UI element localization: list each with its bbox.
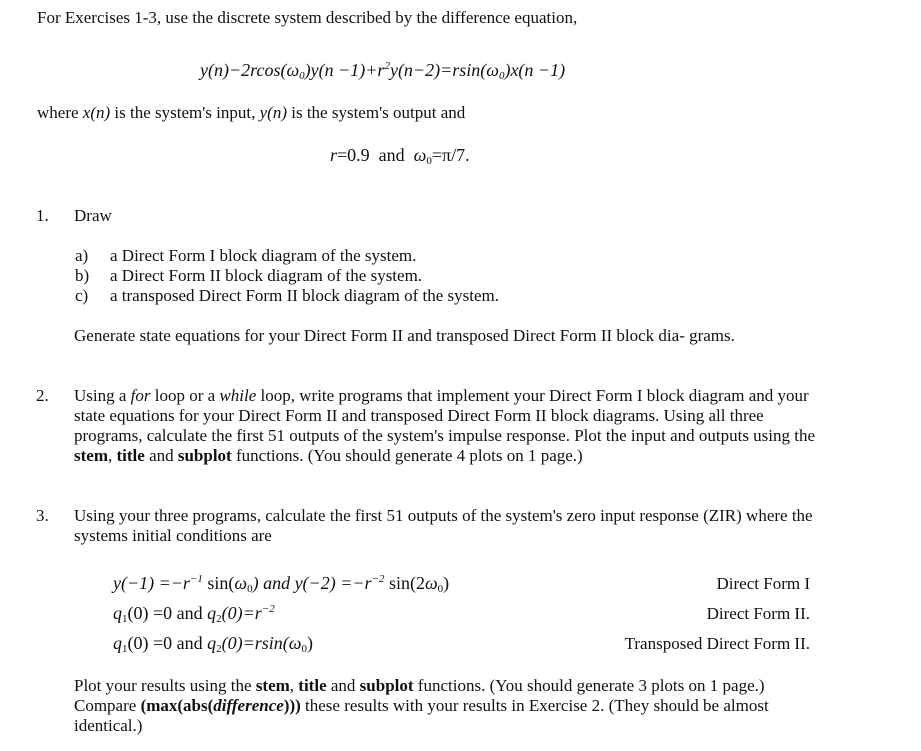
initial-condition-1: $y(-1) =-r^{-1}$ $\sin(\omega_0)$ and $y(-2) =-r^{-2}$ $\sin(2\omega_0)$ <box>113 573 450 595</box>
exercise-3-number: 3. <box>36 506 49 525</box>
initial-condition-2: $q_1(0) =0$ and $q_2(0)=r^{-2}$ <box>113 603 275 625</box>
exercise-2-number: 2. <box>36 386 49 405</box>
parameters-line: r=0.9 and $\omega_0=\pi/7$. <box>330 145 470 167</box>
exercise-1-number: 1. <box>36 206 49 225</box>
difference-equation: $y(n)-2rcos(\omega_0)y(n -1)+r^2y(n-2)=rsin(\omega_0)x(n -1)$ <box>200 60 566 82</box>
exercise-2-text: Using a for loop or a while loop, write programs that implement your Direct Form I block diagram and your state equations for your Direct Form II and transposed Direct Form II block diagrams. Using all three programs, calculate the first 51 outputs of the system's impulse response. Plot the input and outputs using the stem, title and subplot functions. (You should generate 4 plots on 1 page.) <box>74 386 816 465</box>
item-c-letter: c) <box>75 286 89 305</box>
item-a-text: a Direct Form I block diagram of the system. <box>110 246 417 265</box>
item-b-text: a Direct Form II block diagram of the system. <box>110 266 423 285</box>
transposed-direct-form-2-label: Transposed Direct Form II. <box>624 634 810 653</box>
exercise-3-plot-instruction: Plot your results using the stem, title and subplot functions. (You should generate 3 plots on 1 page.) Compare (max(abs(difference))) these results with your results in Exercise 2. (They should be almost identical.) <box>74 676 769 735</box>
initial-condition-3: $q_1(0) =0$ and $q_2(0)=rsin(\omega_0)$ <box>113 633 313 655</box>
item-a-letter: a) <box>75 246 89 265</box>
item-c-text: a transposed Direct Form II block diagram of the system. <box>110 286 500 305</box>
direct-form-2-label: Direct Form II. <box>706 604 810 623</box>
where-line: where x(n) is the system's input, y(n) is the system's output and <box>37 103 466 122</box>
exercise-1-draw: Draw <box>74 206 112 225</box>
exercise-3-text: Using your three programs, calculate the first 51 outputs of the system's zero input response (ZIR) where the systems initial conditions are <box>74 506 813 545</box>
state-equation-instruction: Generate state equations for your Direct Form II and transposed Direct Form II block dia- grams. <box>74 326 735 345</box>
item-b-letter: b) <box>75 266 90 285</box>
direct-form-1-label: Direct Form I <box>716 574 810 593</box>
intro-text: For Exercises 1-3, use the discrete system described by the difference equation, <box>37 8 578 27</box>
